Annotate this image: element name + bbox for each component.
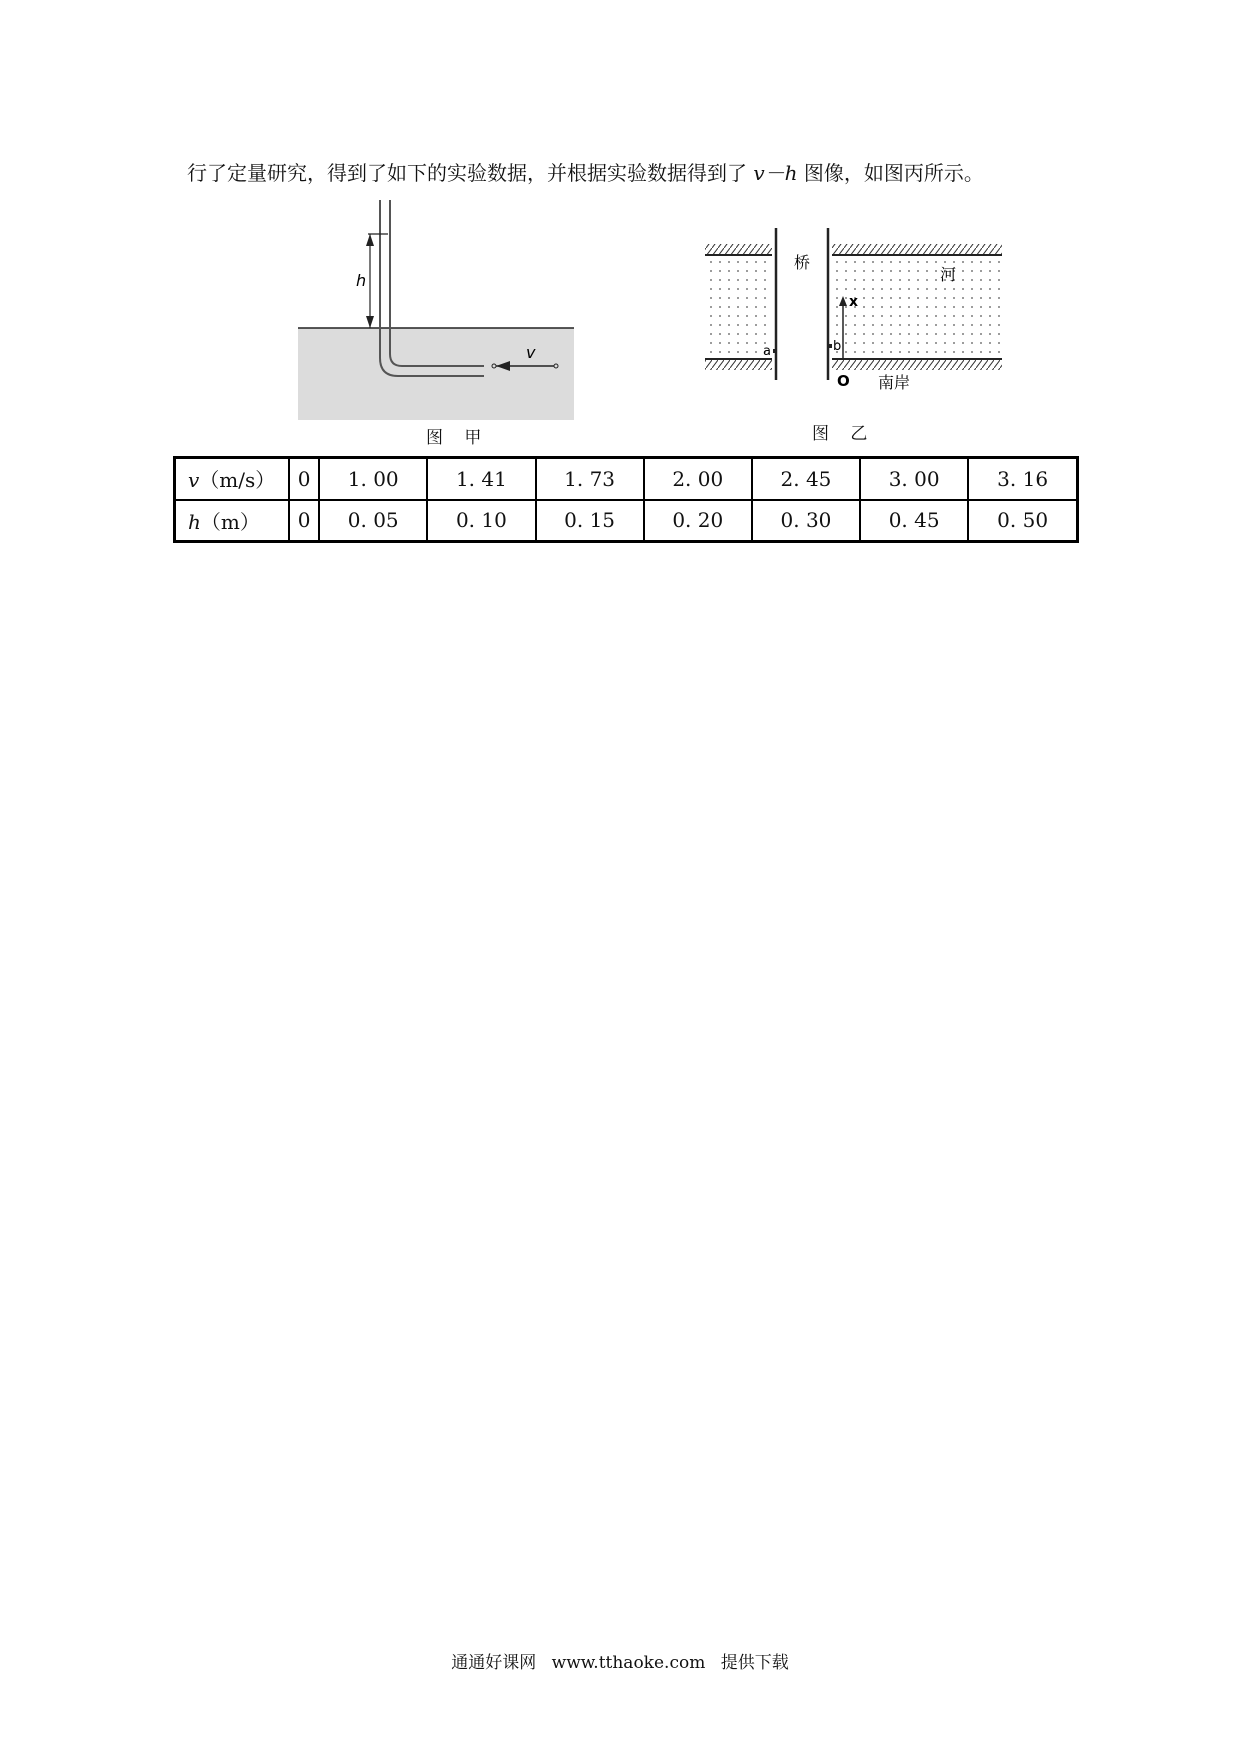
table-cell-h: 0. 45	[860, 500, 968, 542]
table-cell-h: 0	[289, 500, 319, 542]
river-label: 河	[940, 265, 957, 284]
table-row-v	[175, 458, 1078, 500]
v-label: v	[526, 343, 536, 362]
table-cell-v: 1. 00	[319, 458, 427, 500]
intro-text-after: 图像，如图丙所示。	[797, 161, 984, 185]
point-a-marker	[773, 349, 777, 353]
south-bank-hatch-right	[832, 360, 1002, 370]
table-header-v	[175, 458, 290, 500]
h-unit: （m）	[200, 509, 260, 534]
table-header-h	[175, 500, 290, 542]
figure-a-caption: 图 甲	[426, 428, 490, 448]
water-region	[298, 328, 574, 420]
table-cell-v: 2. 45	[752, 458, 860, 500]
figure-a-diagram	[298, 194, 574, 420]
intro-text-before: 行了定量研究，得到了如下的实验数据，并根据实验数据得到了	[187, 161, 754, 185]
data-table	[173, 456, 1079, 543]
figure-a	[298, 194, 574, 420]
point-b-marker	[828, 344, 832, 348]
south-bank-hatch-left	[705, 360, 772, 370]
origin-label: O	[837, 372, 850, 390]
v-symbol: v	[188, 468, 200, 493]
table-cell-v: 1. 73	[536, 458, 644, 500]
north-bank-hatch-right	[832, 244, 1002, 254]
table-cell-h: 0. 50	[968, 500, 1077, 542]
north-bank-hatch-left	[705, 244, 772, 254]
footer-site-name: 通通好课网	[451, 1653, 537, 1673]
v-unit: （m/s）	[199, 468, 276, 493]
south-bank-label: 南岸	[878, 373, 911, 392]
table-cell-h: 0. 30	[752, 500, 860, 542]
table-cell-v: 0	[289, 458, 319, 500]
footer-url: www.tthaoke.com	[551, 1653, 706, 1673]
table-cell-v: 2. 00	[644, 458, 752, 500]
figure-b	[700, 224, 1006, 410]
intro-paragraph	[187, 158, 1087, 188]
table-cell-h: 0. 10	[427, 500, 535, 542]
point-a-label: a	[763, 344, 771, 359]
table-cell-h: 0. 20	[644, 500, 752, 542]
page-footer	[0, 1648, 1240, 1673]
table-cell-h: 0. 15	[536, 500, 644, 542]
figure-b-caption: 图 乙	[812, 424, 876, 444]
table-cell-h: 0. 05	[319, 500, 427, 542]
table-row-h	[175, 500, 1078, 542]
x-axis-label: x	[849, 294, 859, 310]
h-arrow-down	[366, 316, 374, 328]
h-arrow-up	[366, 234, 374, 246]
h-symbol: h	[188, 509, 201, 534]
intro-math-vh: v－h	[753, 161, 798, 185]
table-cell-v: 3. 16	[968, 458, 1077, 500]
figure-b-diagram	[700, 224, 1006, 410]
table-cell-v: 3. 00	[860, 458, 968, 500]
h-label: h	[356, 271, 367, 290]
footer-suffix: 提供下载	[720, 1653, 789, 1673]
table-cell-v: 1. 41	[427, 458, 535, 500]
river-left	[705, 256, 772, 358]
bridge-label: 桥	[794, 253, 811, 272]
point-b-label: b	[833, 339, 842, 354]
